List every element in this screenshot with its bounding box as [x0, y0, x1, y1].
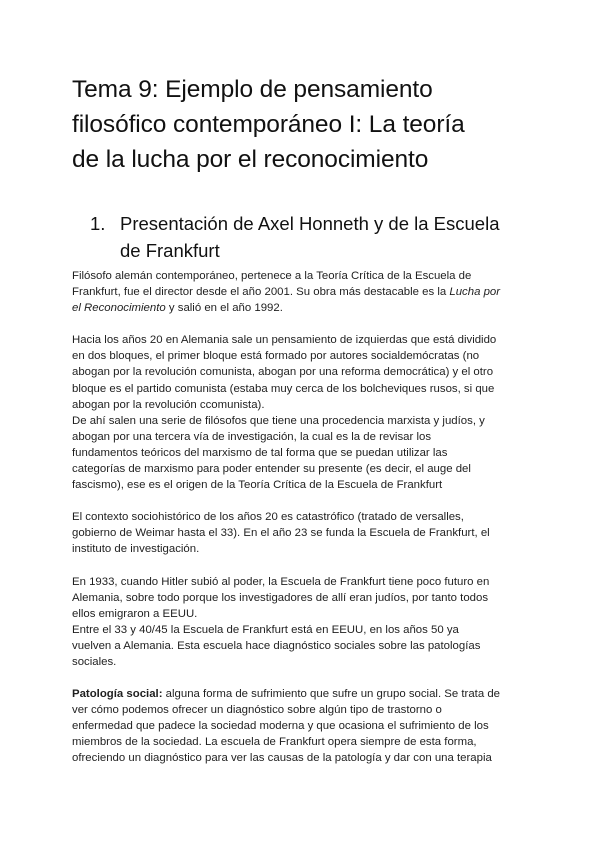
- text-line: en dos bloques, el primer bloque está formado por autores socialdemócratas (no: [72, 350, 480, 363]
- text-line: fundamentos teóricos del marxismo de tal forma que se puedan utilizar las: [72, 446, 448, 459]
- text-line: De ahí salen una serie de filósofos que tiene una procedencia marxista y judíos, y: [72, 414, 485, 427]
- text-line: y salió en el año 1992.: [165, 302, 283, 315]
- text-line: Entre el 33 y 40/45 la Escuela de Frankfurt está en EEUU, en los años 50 ya: [72, 623, 459, 636]
- title-line: de la lucha por el reconocimiento: [72, 146, 429, 173]
- body-text: [72, 268, 532, 767]
- text-line: instituto de investigación.: [72, 543, 200, 556]
- text-line: miembros de la sociedad. La escuela de Frankfurt opera siempre de esta forma,: [72, 736, 477, 749]
- text-line: ellos emigraron a EEUU.: [72, 607, 198, 620]
- text-line: abogan por la revolución comunista, abogan por una reforma democrática) y el otro: [72, 366, 494, 379]
- text-line: bloque es el partido comunista (estaba muy cerca de los bolcheviques rusos, si que: [72, 382, 495, 395]
- text-line: fascismo), ese es el origen de la Teoría Crítica de la Escuela de Frankfurt: [72, 479, 443, 492]
- text-line: vuelven a Alemania. Esta escuela hace diagnóstico sociales sobre las patologías: [72, 639, 481, 652]
- text-line: abogan por la revolución ccomunista).: [72, 398, 265, 411]
- text-line: En 1933, cuando Hitler subió al poder, la Escuela de Frankfurt tiene poco futuro en: [72, 575, 490, 588]
- book-title-cont: el Reconocimiento: [72, 302, 166, 315]
- text-line: Filósofo alemán contemporáneo, pertenece a la Teoría Crítica de la Escuela de: [72, 270, 472, 282]
- text-line: ver cómo podemos ofrecer un diagnóstico sobre algún tipo de trastorno o: [72, 704, 442, 717]
- section-title: [120, 210, 550, 264]
- text-line: gobierno de Weimar hasta el 33). En el año 23 se funda la Escuela de Frankfurt, el: [72, 527, 490, 540]
- document-title: [72, 72, 552, 177]
- text-line: Hacia los años 20 en Alemania sale un pensamiento de izquierdas que está dividido: [72, 334, 497, 347]
- text-line: Alemania, sobre todo porque los investigadores de allí eran judíos, por tanto todos: [72, 591, 489, 604]
- section-title-line: de Frankfurt: [120, 240, 220, 261]
- text-line: enfermedad que padece la sociedad moderna y que ocasiona el sufrimiento de los: [72, 720, 489, 733]
- title-line: filosófico contemporáneo I: La teoría: [72, 111, 465, 138]
- section-title-line: Presentación de Axel Honneth y de la Escuela: [120, 213, 500, 234]
- text-line: Frankfurt, fue el director desde el año 2001. Su obra más destacable es la: [72, 286, 450, 299]
- paragraph-honneth: [72, 268, 532, 316]
- title-line: Tema 9: Ejemplo de pensamiento: [72, 76, 433, 103]
- paragraph-exile: [72, 574, 532, 671]
- paragraph-context: [72, 509, 532, 557]
- section-heading: [90, 210, 550, 264]
- section-number: 1.: [90, 213, 106, 234]
- paragraph-social-pathology: [72, 686, 532, 766]
- term-label: Patología social:: [72, 688, 163, 701]
- paragraph-origins: [72, 332, 532, 493]
- text-line: El contexto sociohistórico de los años 20 es catastrófico (tratado de versalles,: [72, 511, 464, 524]
- text-line: ofreciendo un diagnóstico para ver las causas de la patología y dar con una terapia: [72, 752, 492, 765]
- book-title: Lucha por: [449, 286, 501, 299]
- text-line: sociales.: [72, 655, 117, 668]
- text-line: categorías de marxismo para poder entender su presente (es decir, el auge del: [72, 463, 471, 476]
- text-line: alguna forma de sufrimiento que sufre un grupo social. Se trata de: [162, 688, 501, 701]
- text-line: abogan por una tercera vía de investigación, la cual es la de revisar los: [72, 430, 432, 443]
